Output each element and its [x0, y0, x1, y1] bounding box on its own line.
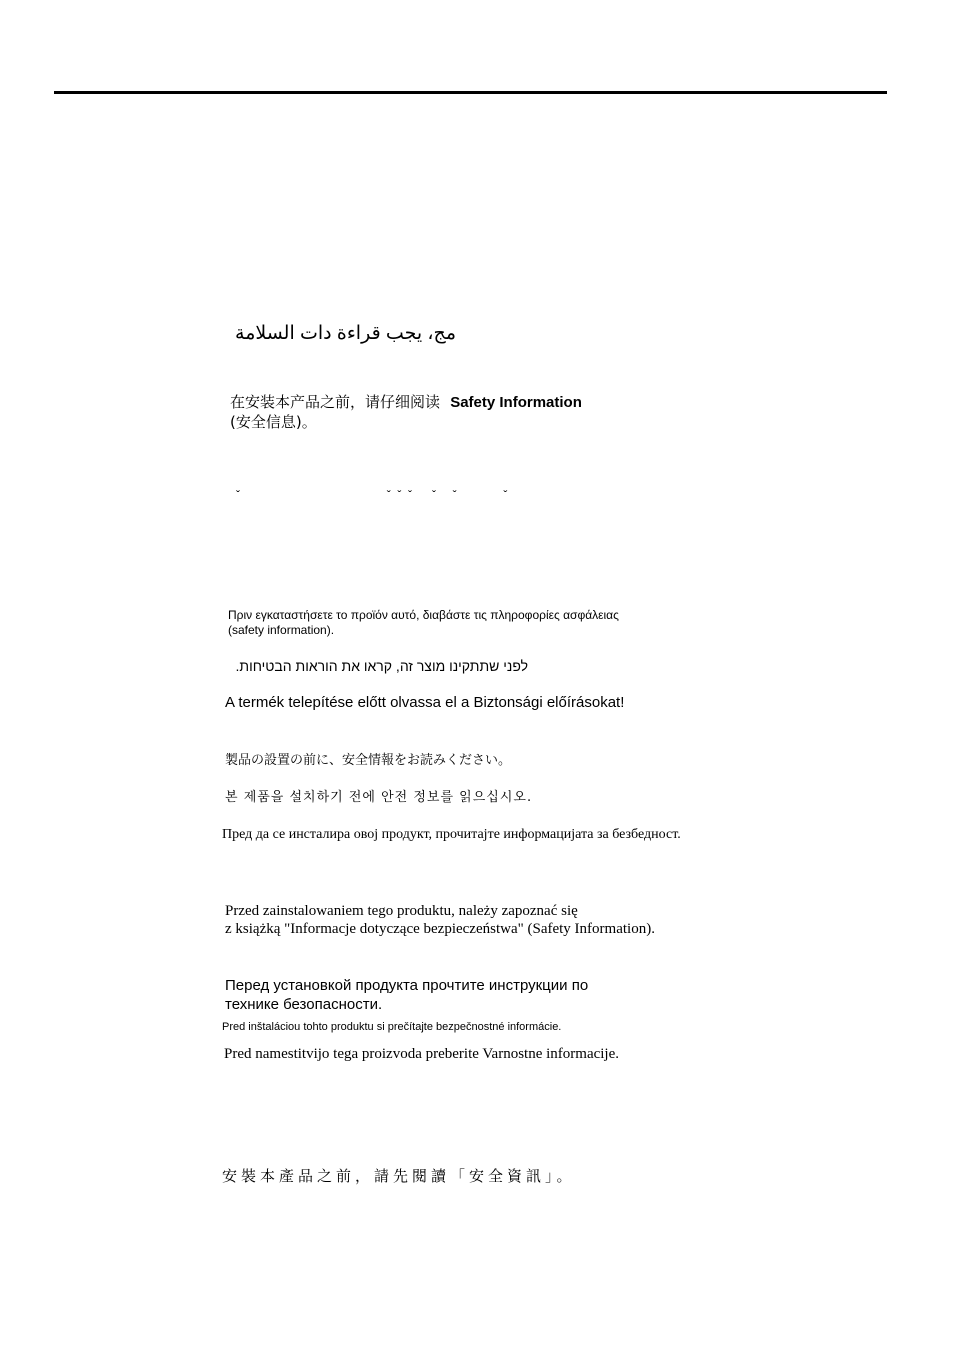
notice-chinese-simplified-line2: (安全信息)。 — [230, 412, 317, 431]
notice-russian-line2: технике безопасности. — [225, 996, 383, 1013]
notice-greek-line2: (safety information). — [228, 623, 335, 637]
notice-russian — [225, 976, 588, 1014]
notice-polish-line2: z książką "Informacje dotyczące bezpieczeństwa" (Safety Information). — [225, 921, 655, 937]
notice-arabic: مج، يجب قراءة دات السلامة — [235, 323, 456, 344]
notice-macedonian: Пред да се инсталира овој продукт, прочитајте информацијата за безбедност. — [222, 827, 681, 842]
notice-slovak: Pred inštaláciou tohto produktu si prečítajte bezpečnostné informácie. — [222, 1021, 562, 1033]
notice-greek — [228, 608, 619, 638]
notice-hungarian: A termék telepítése előtt olvassa el a Biztonsági előírásokat! — [225, 694, 625, 711]
notice-chinese-traditional: 安裝本產品之前，請先閱讀「安全資訊」。 — [222, 1167, 576, 1185]
notice-russian-line1: Перед установкой продукта прочтите инструкции по — [225, 977, 589, 994]
notice-hebrew: לפני שתתקינו מוצר זה, קראו את הוראות הבטיחות. — [235, 658, 528, 674]
notice-korean: 본 제품을 설치하기 전에 안전 정보를 읽으십시오. — [225, 790, 533, 805]
notice-slovenian: Pred namestitvijo tega proizvoda preberite Varnostne informacije. — [224, 1046, 620, 1062]
notice-polish-line1: Przed zainstalowaniem tego produktu, należy zapoznać się — [225, 903, 578, 919]
notice-chinese-simplified — [230, 393, 582, 432]
header-rule — [54, 91, 887, 94]
notice-chinese-simplified-line1: 在安装本产品之前，请仔细阅读 — [230, 393, 441, 411]
notice-chinese-simplified-safety: Safety Information — [450, 394, 582, 411]
notice-greek-line1: Πριν εγκαταστήσετε το προϊόν αυτό, διαβάστε τις πληροφορίες ασφάλειας — [228, 608, 619, 622]
notice-japanese: 製品の設置の前に、安全情報をお読みください。 — [225, 753, 512, 768]
notice-garbled-marks: ˇ ˇ ˇ ˇ ˇ ˇ ˇ — [236, 488, 508, 502]
notice-polish — [225, 902, 655, 938]
